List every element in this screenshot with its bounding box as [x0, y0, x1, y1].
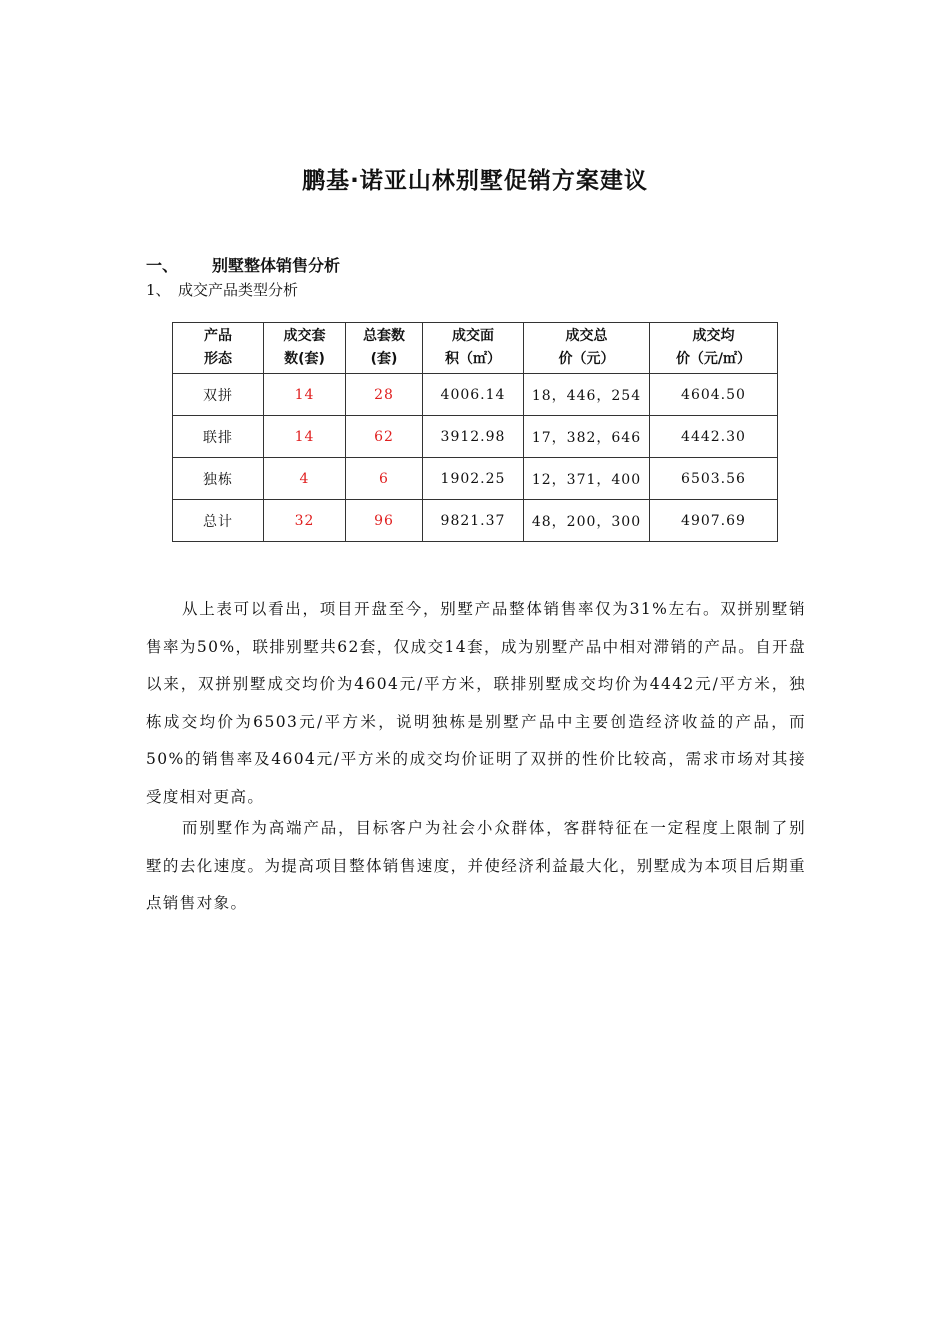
header-product-type: 产品 形态 [173, 323, 264, 374]
cell-sold-units: 14 [264, 374, 346, 416]
table-row [173, 374, 778, 416]
cell-total-units: 62 [346, 416, 423, 458]
cell-area: 9821.37 [423, 500, 524, 542]
header-sold-units: 成交套 数(套) [264, 323, 346, 374]
conclusion-paragraph: 而别墅作为高端产品，目标客户为社会小众群体，客群特征在一定程度上限制了别墅的去化速度。为提高项目整体销售速度，并使经济利益最大化，别墅成为本项目后期重点销售对象。 [146, 819, 806, 912]
cell-total-units: 96 [346, 500, 423, 542]
cell-avg-price: 4442.30 [650, 416, 778, 458]
header-total-price: 成交总 价（元） [524, 323, 650, 374]
cell-type: 双拼 [173, 374, 264, 416]
section-title: 别墅整体销售分析 [212, 256, 341, 275]
cell-avg-price: 4907.69 [650, 500, 778, 542]
table-header-row [173, 323, 778, 374]
cell-sold-units: 32 [264, 500, 346, 542]
cell-avg-price: 6503.56 [650, 458, 778, 500]
cell-total-price: 18，446，254 [524, 374, 650, 416]
table-row [173, 458, 778, 500]
section-heading [146, 253, 340, 276]
cell-avg-price: 4604.50 [650, 374, 778, 416]
subsection-title: 成交产品类型分析 [178, 281, 299, 299]
subsection-heading [146, 279, 298, 300]
subsection-number: 1、 [146, 281, 171, 299]
cell-sold-units: 14 [264, 416, 346, 458]
table-row-total [173, 500, 778, 542]
cell-total-units: 6 [346, 458, 423, 500]
cell-total-price: 17，382，646 [524, 416, 650, 458]
cell-area: 1902.25 [423, 458, 524, 500]
cell-type: 独栋 [173, 458, 264, 500]
cell-sold-units: 4 [264, 458, 346, 500]
header-avg-price: 成交均 价（元/㎡） [650, 323, 778, 374]
cell-total-price: 12，371，400 [524, 458, 650, 500]
cell-area: 3912.98 [423, 416, 524, 458]
cell-type: 联排 [173, 416, 264, 458]
analysis-paragraph: 从上表可以看出，项目开盘至今，别墅产品整体销售率仅为31%左右。双拼别墅销售率为50%，联排别墅共62套，仅成交14套，成为别墅产品中相对滞销的产品。自开盘以来，双拼别墅成交均价为4604元/平方米，联排别墅成交均价为4442元/平方米，独栋成交均价为6503元/平方米，说明独栋是别墅产品中主要创造经济收益的产品，而50%的销售率及4604元/平方米的成交均价证明了双拼的性价比较高，需求市场对其接受度相对更高。 [146, 600, 806, 806]
table-row [173, 416, 778, 458]
cell-total-price: 48，200，300 [524, 500, 650, 542]
cell-area: 4006.14 [423, 374, 524, 416]
cell-total-units: 28 [346, 374, 423, 416]
section-number: 一、 [146, 256, 179, 275]
document-title: 鹏基·诺亚山林别墅促销方案建议 [302, 168, 648, 194]
cell-type: 总计 [173, 500, 264, 542]
header-sold-area: 成交面 积（㎡） [423, 323, 524, 374]
sales-table [172, 322, 778, 542]
header-total-units: 总套数 (套) [346, 323, 423, 374]
